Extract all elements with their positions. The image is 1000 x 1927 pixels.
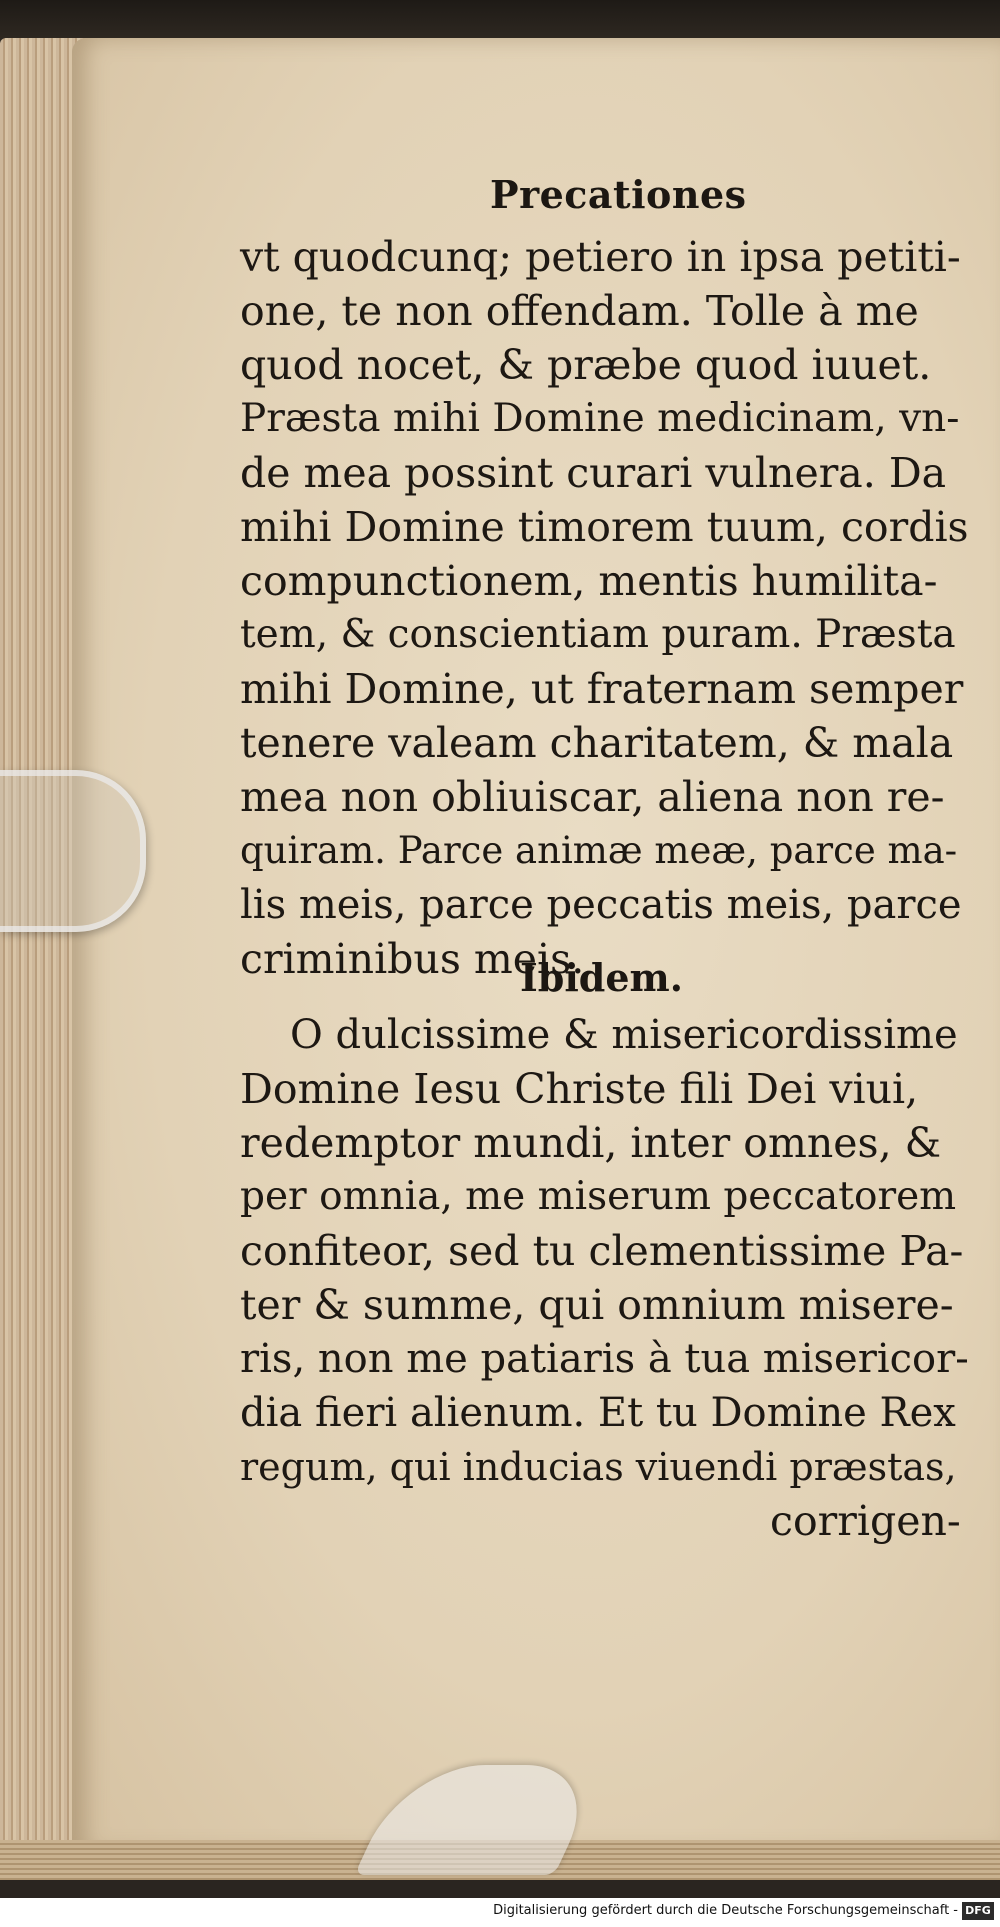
text-line: Domine Iesu Christe fili Dei viui, — [240, 1065, 919, 1113]
text-line: mihi Domine, ut fraternam semper — [240, 665, 964, 713]
text-line: per omnia, me miserum peccatorem — [240, 1174, 957, 1219]
text-line-last: criminibus meis. — [240, 935, 585, 983]
catchword: corrigen- — [770, 1497, 961, 1545]
footer-credit: Digitalisierung gefördert durch die Deutsche Forschungsgemeinschaft - — [493, 1903, 958, 1918]
footer-bar — [0, 1898, 1000, 1927]
text-line: quod nocet, & præbe quod iuuet. — [240, 341, 932, 389]
text-line: dia fieri alienum. Et tu Domine Rex — [240, 1390, 956, 1436]
text-line: mihi Domine timorem tuum, cordis — [240, 503, 969, 551]
text-line: quiram. Parce animæ meæ, parce ma- — [240, 829, 958, 872]
text-line: regum, qui inducias viuendi præstas, — [240, 1445, 957, 1489]
text-line: mea non obliuiscar, aliena non re- — [240, 773, 945, 821]
page-clip — [0, 770, 146, 932]
text-line: vt quodcunq; petiero in ipsa petiti- — [240, 233, 961, 281]
text-line: confiteor, sed tu clementissime Pa- — [240, 1227, 964, 1275]
text-line: Præsta mihi Domine medicinam, vn- — [240, 396, 960, 441]
text-line: ris, non me patiaris à tua misericor- — [240, 1336, 969, 1382]
dfg-logo: DFG — [962, 1902, 994, 1920]
text-line: redemptor mundi, inter omnes, & — [240, 1119, 942, 1167]
text-line: one, te non offendam. Tolle à me — [240, 287, 919, 335]
text-line: lis meis, parce peccatis meis, parce — [240, 882, 962, 928]
text-line: tem, & conscientiam puram. Præsta — [240, 612, 956, 657]
text-line: tenere valeam charitatem, & mala — [240, 719, 954, 767]
text-line: O dulcissime & misericordissime — [290, 1012, 958, 1058]
running-head: Precationes — [490, 172, 747, 217]
text-line: de mea possint curari vulnera. Da — [240, 449, 947, 497]
section-heading: Ibidem. — [520, 955, 683, 1000]
text-line: compunctionem, mentis humilita- — [240, 557, 938, 605]
text-line: ter & summe, qui omnium misere- — [240, 1281, 954, 1329]
